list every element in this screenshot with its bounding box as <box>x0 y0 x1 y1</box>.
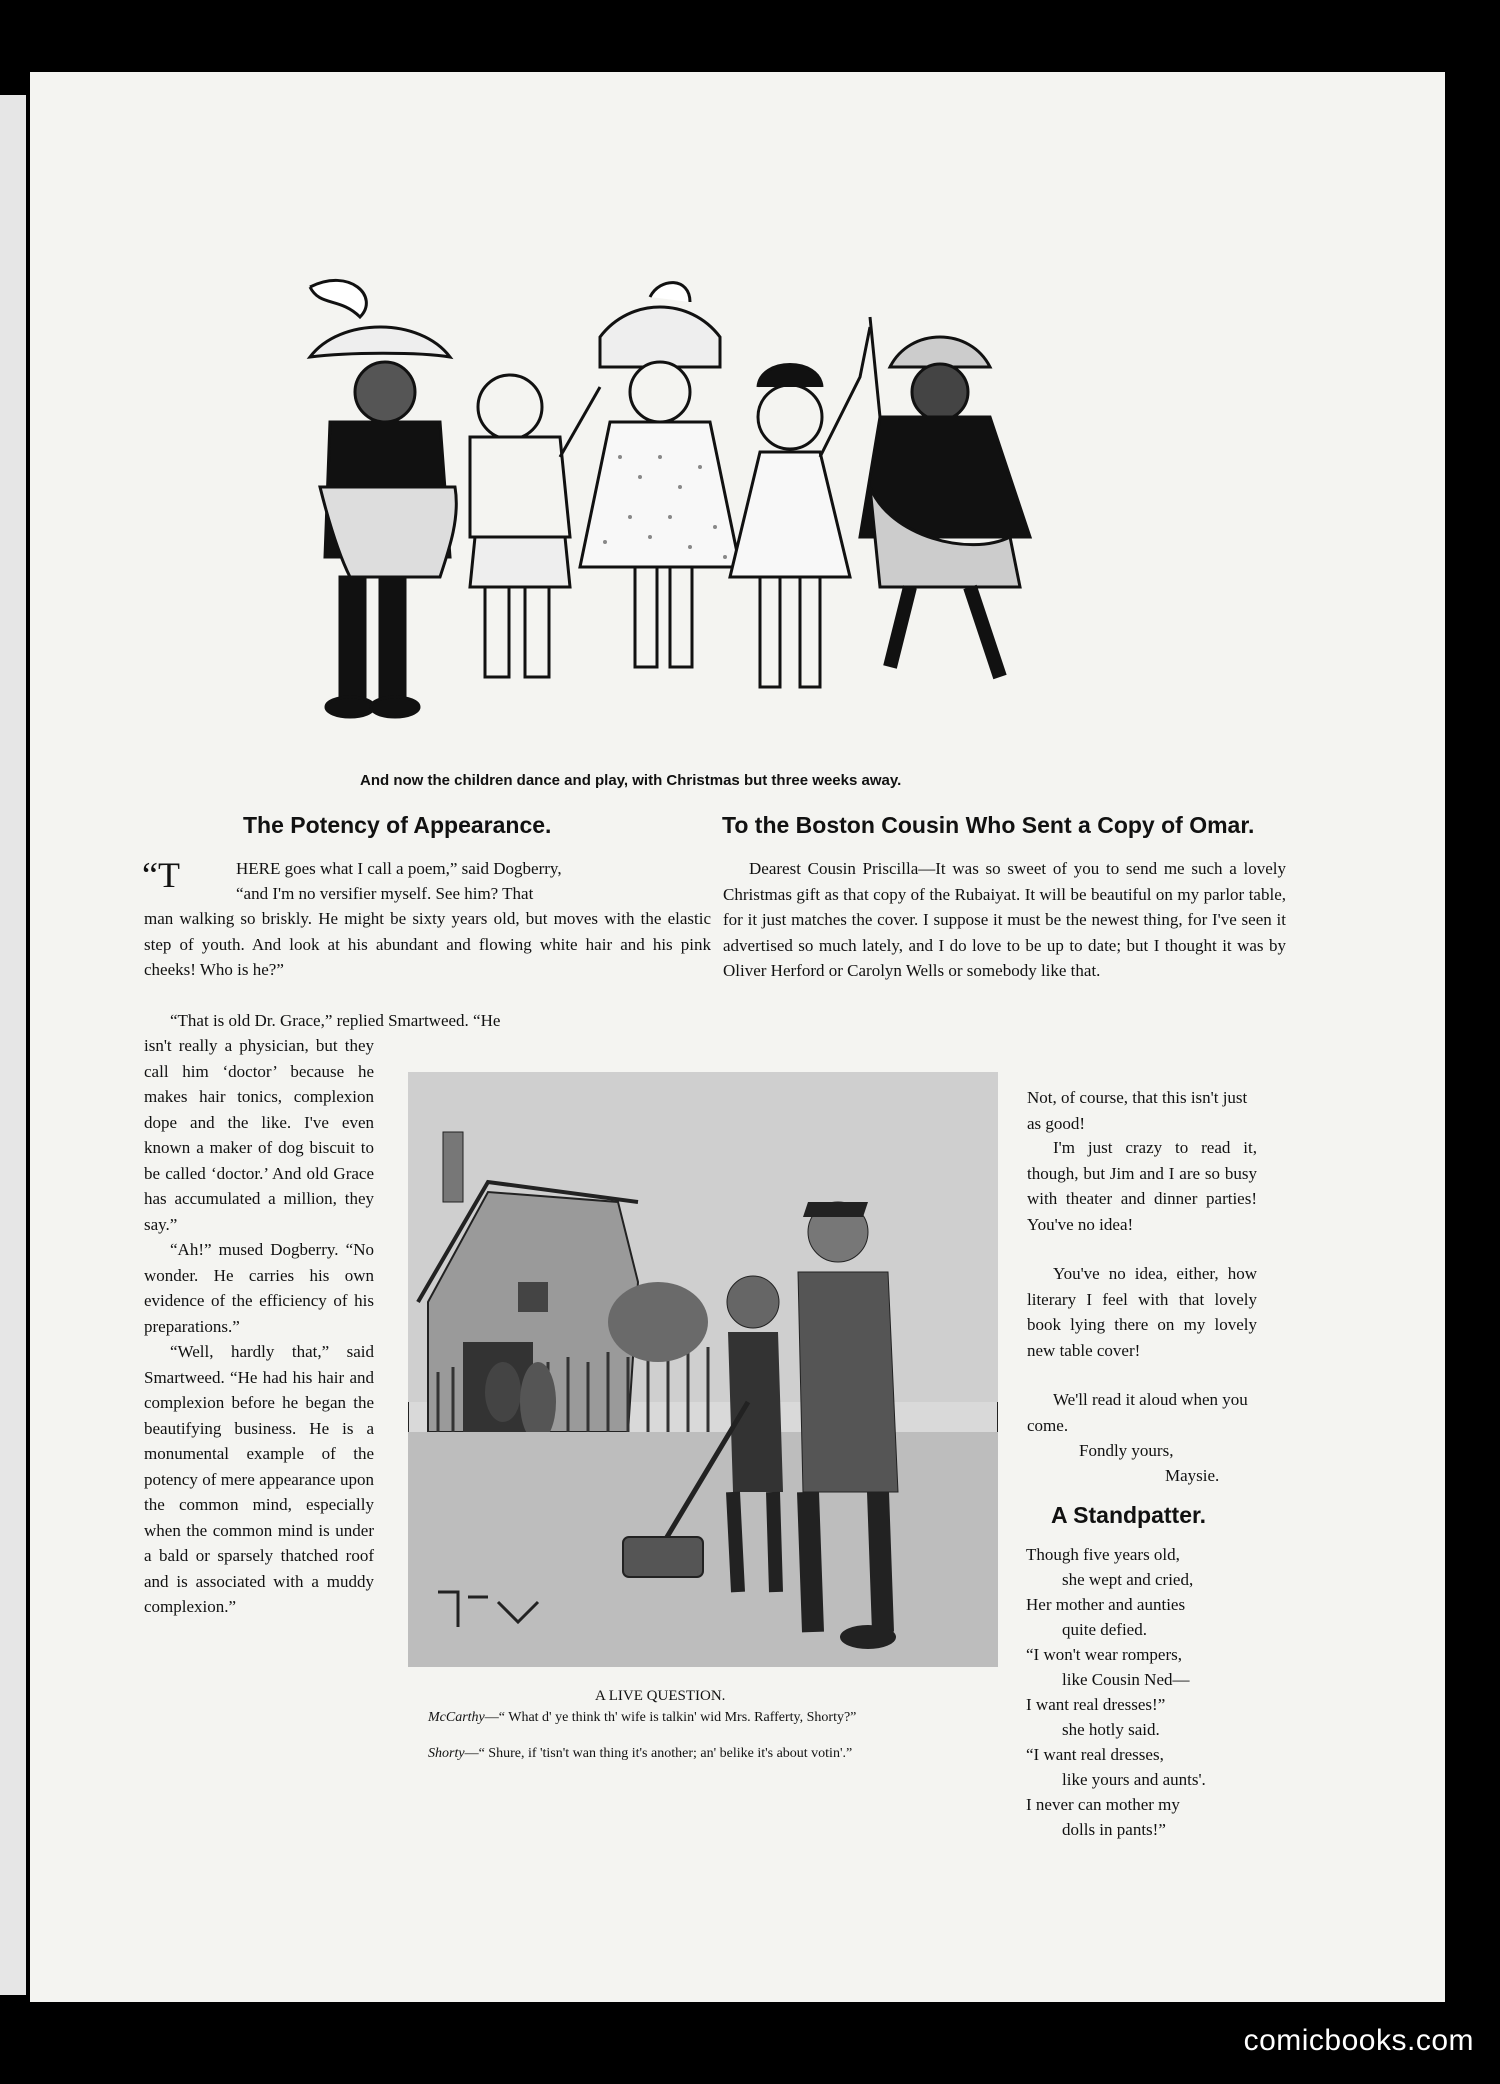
cartoon-dialogue-1 <box>402 1709 1002 1727</box>
para2-wide-line: “That is old Dr. Grace,” replied Smartweed. “He <box>170 1011 501 1030</box>
letter-para1-wide: Dearest Cousin Priscilla—It was so sweet of you to send me such a lovely Christmas gift as that copy of the Rubaiyat. It will be beautiful on my parlor table, for it just matches the cover. I suppose it must be the newest thing, for I've seen it advertised so much lately, and I do love to be up to date; but I thought it was by Oliver Herford or Carolyn Wells or somebody like that. <box>723 859 1286 980</box>
site-watermark: comicbooks.com <box>1243 2024 1474 2057</box>
poem-line-11: I never can mother my <box>1026 1795 1180 1814</box>
letter-signature: Maysie. <box>1165 1466 1220 1485</box>
para4: “Well, hardly that,” said Smartweed. “He had his hair and complexion before he began the beautifying business. He is a monumental example of the potency of mere appearance upon the common mind, especially when the common mind is under a bald or sparsely thatched roof and is associated with a muddy complexion.” <box>144 1342 374 1616</box>
para1-line2: “and I'm no versifier myself. See him? That <box>236 884 534 903</box>
poem-line-6: like Cousin Ned— <box>1062 1670 1190 1689</box>
poem-line-8: she hotly said. <box>1062 1720 1160 1739</box>
speaker-shorty: Shorty <box>428 1746 465 1761</box>
poem-line-2: she wept and cried, <box>1062 1570 1194 1589</box>
letter-para1-narrow: Not, of course, that this isn't just as good! <box>1027 1088 1248 1133</box>
poem-line-9: “I want real dresses, <box>1026 1745 1164 1764</box>
article-title-boston-cousin: To the Boston Cousin Who Sent a Copy of Omar. <box>722 812 1255 838</box>
poem-line-4: quite defied. <box>1062 1620 1147 1639</box>
para3: “Ah!” mused Dogberry. “No wonder. He carries his own evidence of the efficiency of his preparations.” <box>144 1240 374 1336</box>
cartoon-dialogue-2 <box>402 1745 1002 1763</box>
letter-closing: Fondly yours, <box>1079 1441 1174 1460</box>
para2-narrow: isn't really a physician, but they call him ‘doctor’ because he makes hair tonics, complexion dope and the like. I've even known a maker of dog biscuit to be called ‘doctor.’ And old Grace has accumulated a million, they say.” <box>144 1036 374 1234</box>
para1-line1: HERE goes what I call a poem,” said Dogberry, <box>236 859 562 878</box>
article-title-potency: The Potency of Appearance. <box>243 812 552 838</box>
children-dancing-illustration <box>270 257 1160 837</box>
top-illustration-caption: And now the children dance and play, with Christmas but three weeks away. <box>360 772 902 789</box>
poem-line-10: like yours and aunts'. <box>1062 1770 1206 1789</box>
live-question-cartoon <box>408 1072 998 1667</box>
poem-line-3: Her mother and aunties <box>1026 1595 1186 1614</box>
magazine-page <box>30 72 1445 2002</box>
poem-line-7: I want real dresses!” <box>1026 1695 1166 1714</box>
poem-line-5: “I won't wear rompers, <box>1026 1645 1183 1664</box>
letter-para3: You've no idea, either, how literary I feel with that lovely book lying there on my lovely new table cover! <box>1027 1264 1257 1360</box>
dialogue-line-2: —“ Shure, if 'tisn't wan thing it's another; an' belike it's about votin'.” <box>464 1746 853 1761</box>
poem-line-1: Though five years old, <box>1026 1545 1180 1564</box>
letter-para2: I'm just crazy to read it, though, but Jim and I are so busy with theater and dinner parties! You've no idea! <box>1027 1138 1257 1234</box>
dialogue-line-1: —“ What d' ye think th' wife is talkin' wid Mrs. Rafferty, Shorty?” <box>484 1710 857 1725</box>
speaker-mccarthy: McCarthy <box>428 1710 485 1725</box>
poem-title: A Standpatter. <box>1051 1502 1207 1528</box>
adjacent-page-edge <box>0 95 26 1995</box>
drop-cap: “T <box>142 855 180 895</box>
letter-para4: We'll read it aloud when you come. <box>1027 1390 1248 1435</box>
para1-rest: man walking so briskly. He might be sixty years old, but moves with the elastic step of youth. And look at his abundant and flowing white hair and his pink cheeks! Who is he?” <box>144 909 711 979</box>
cartoon-caption-title: A LIVE QUESTION. <box>595 1688 726 1704</box>
poem-line-12: dolls in pants!” <box>1062 1820 1166 1839</box>
